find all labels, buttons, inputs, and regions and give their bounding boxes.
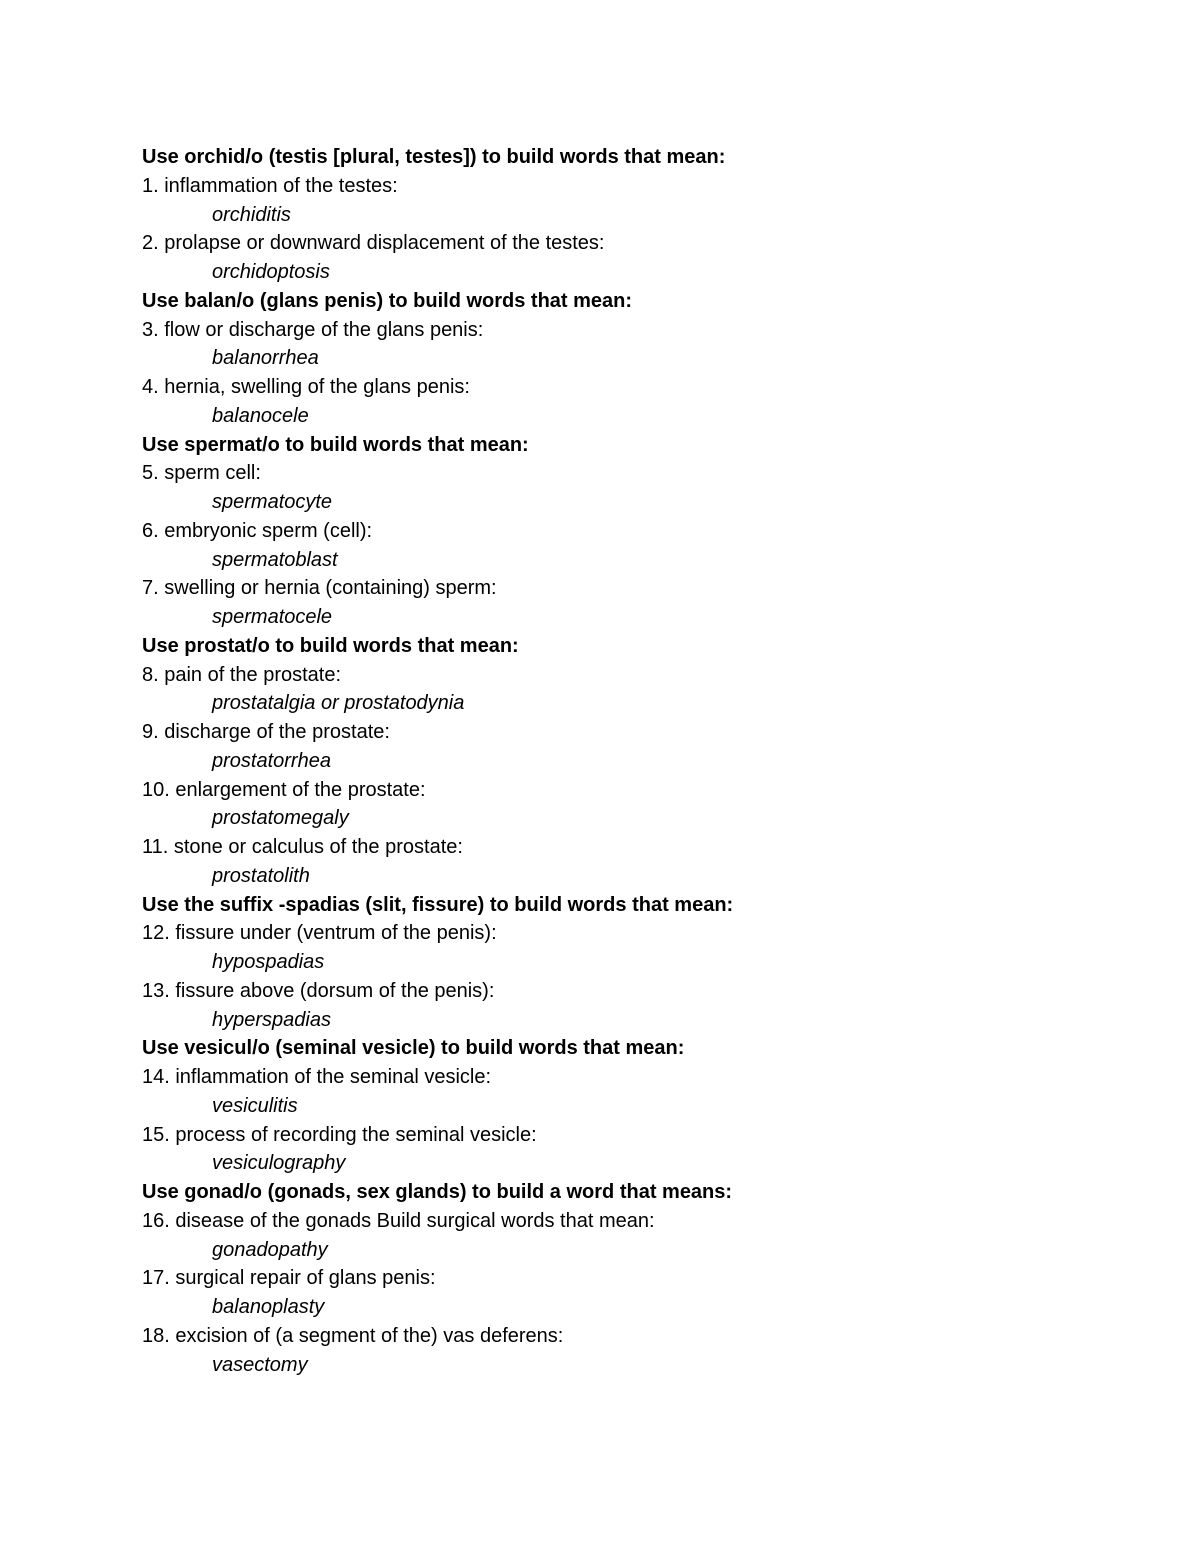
- section-heading: Use gonad/o (gonads, sex glands) to build a word that means:: [142, 1181, 733, 1203]
- question-text: 12. fissure under (ventrum of the penis):: [142, 922, 497, 945]
- answer-text: orchiditis: [212, 203, 291, 226]
- question-text: 14. inflammation of the seminal vesicle:: [142, 1066, 492, 1088]
- question-text: 11. stone or calculus of the prostate:: [142, 836, 463, 858]
- answer-text: vasectomy: [212, 1353, 308, 1376]
- answer-text: orchidoptosis: [212, 261, 330, 283]
- question-text: 6. embryonic sperm (cell):: [142, 519, 373, 542]
- section: [142, 1178, 1142, 1379]
- section-heading: Use vesicul/o (seminal vesicle) to build words that mean:: [142, 1037, 685, 1060]
- answer-text: balanocele: [212, 404, 309, 427]
- section: [142, 1034, 1142, 1178]
- question-text: 18. excision of (a segment of the) vas deferens:: [142, 1324, 564, 1347]
- question-text: 8. pain of the prostate:: [142, 663, 342, 686]
- answer-text: vesiculography: [212, 1152, 346, 1175]
- answer-text: prostatorrhea: [212, 749, 331, 772]
- answer-text: spermatocele: [212, 606, 333, 628]
- answer-text: balanoplasty: [212, 1296, 325, 1318]
- question-text: 2. prolapse or downward displacement of the testes:: [142, 232, 605, 255]
- answer-text: gonadopathy: [212, 1238, 328, 1261]
- answer-text: prostatomegaly: [212, 807, 349, 830]
- answer-text: spermatoblast: [212, 548, 338, 571]
- section: [142, 891, 1142, 1035]
- answer-text: balanorrhea: [212, 347, 319, 370]
- section: [142, 431, 1142, 632]
- question-text: 15. process of recording the seminal vesicle:: [142, 1123, 537, 1146]
- question-text: 7. swelling or hernia (containing) sperm:: [142, 577, 497, 600]
- answer-text: prostatalgia or prostatodynia: [212, 692, 465, 715]
- section: [142, 143, 1142, 287]
- section-heading: Use the suffix -spadias (slit, fissure) to build words that mean:: [142, 893, 734, 916]
- section-heading: Use orchid/o (testis [plural, testes]) to build words that mean:: [142, 146, 726, 168]
- answer-text: spermatocyte: [212, 491, 333, 513]
- question-text: 5. sperm cell:: [142, 462, 261, 485]
- answer-text: hypospadias: [212, 951, 325, 973]
- question-text: 16. disease of the gonads Build surgical words that mean:: [142, 1209, 655, 1232]
- question-text: 9. discharge of the prostate:: [142, 721, 390, 743]
- question-text: 4. hernia, swelling of the glans penis:: [142, 376, 470, 398]
- section-heading: Use balan/o (glans penis) to build words that mean:: [142, 289, 633, 312]
- section-heading: Use spermat/o to build words that mean:: [142, 433, 529, 456]
- section: [142, 632, 1142, 891]
- question-text: 10. enlargement of the prostate:: [142, 778, 426, 801]
- answer-text: hyperspadias: [212, 1008, 331, 1031]
- document-page: [142, 143, 1142, 1379]
- section: [142, 287, 1142, 431]
- question-text: 13. fissure above (dorsum of the penis):: [142, 979, 495, 1002]
- question-text: 17. surgical repair of glans penis:: [142, 1267, 436, 1290]
- question-text: 1. inflammation of the testes:: [142, 174, 398, 197]
- question-text: 3. flow or discharge of the glans penis:: [142, 318, 484, 341]
- answer-text: prostatolith: [212, 864, 310, 887]
- section-heading: Use prostat/o to build words that mean:: [142, 634, 519, 657]
- answer-text: vesiculitis: [212, 1094, 298, 1117]
